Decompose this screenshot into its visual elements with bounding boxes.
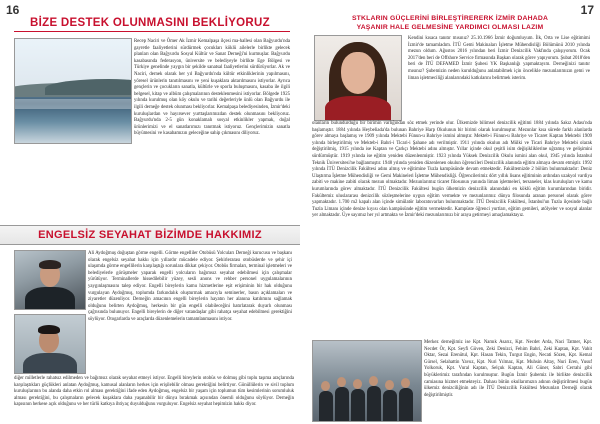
right-page bbox=[300, 0, 600, 424]
section-title: ENGELSİZ SEYAHAT BİZİMDE HAKKIMIZ bbox=[0, 225, 300, 245]
group-photo bbox=[312, 340, 422, 422]
article-body-continued: Merkez derneğimiz ise Kpt. Namık Asarız, Kpt. Necdet Arda, Naci Tatmer, Kpt. Necdet Ör, Kpt. Seyfi Güven, Zeki Denizci, Fehim Bahri, Zeki Kaptan, Kpt. Vahit Oktar, Sezai Erenütul, Kpt. Hasan Tekin, Turgut Engin, Necati Sözen, Kpt. Kemal Gürsel, Selahattin Yavuz, Kpt. Nuri Yılmaz, Kpt. Muhsin Altay, Nuri Eren, Yusuf Yolkoruk, Kpt. Vural Kaptan, Selçuk Kaptan, Ali Güner, Sabri Cerrahi gibi büyüklerimiz tarafından kurulmuştur. Bugün İzmir Şubemiz ile birlikte denizcilik camiasına hizmet etmekteyiz. Dahası bütün okullarımızın adının değiştirilmesi bugün ülkemiz denizciliğinin adı ile İTÜ Denizcilik Fakültesi Mezunları Derneği olarak değiştirilmiştir. bbox=[424, 340, 592, 398]
article-title: BİZE DESTEK OLUNMASINI BEKLİYORUZ bbox=[30, 17, 270, 29]
article-body: Recep Naciri ve Ömer Ak İzmir Kemalpaşa ilçesi ma-hallesi olan Bağyurdu'nda gayretle faaliyetlerini sürdürmek çocukları köklü ailelerle birlikte gelecek planları olan Bağyurdu Sosyal Kültür ve Sanat Derneği'ni kurmuşlar. Bağyurdu kasabasında federasyon, üniversite ve belediyeyle birlikte Ege Bölgesi ve Türkiye genelinde yaygın bir şekilde sanatsal faaliyetlerini sürdürüyorlar. Ak ve Naciri, dernek olarak her yıl Bağyurdu'nda kültür etkinliklerinin yapılmasını, yöresel ürünlerin tanıtılmasını ve yeni kuşaklara aktarılmasını istiyorlar. Ayrıca gençlerin ve çocukların sanatla, kültürle ve sporla buluşmasını, kasaba ile ilgili belgesel, kitap ve albüm çalışmalarının desteklenmesini istiyorlar. Bölgede 1925 yılında kurulmuş olan köy okulu ve tarihi değerleriyle ünlü olan Bağyurdu ile ilgili derneğe destek olunması bekliyorlar. Kemalpaşa belediyesinden, İzmir'deki kuruluşlardan ve hayırsever yurttaşlarımızdan destek olunmasını bekliyoruz. Bağyurdu'nda 2-5 gün konaklamalı sosyal etkinlikler yapmak, doğal ürünlerimizi ve el sanatlarımızı tanıtmak istiyoruz. Gençlerimizin sanatla büyümesini ve kasabamızın geleceğine sahip çıkmasını diliyoruz. bbox=[134, 39, 290, 137]
section-body-continued: diğer milletlerle rahatsız edilmeden ve bağımsız olarak seyahat etmeyi istiyor. Engelli bireylerin otobüs ve dolmuş gibi toplu taşıma araçlarında karşılaştıkları güçlükleri anlatan Aydoğmuş, kamusal alanların herkes için erişilebilir olması gerektiğini belirtiyor. Gönüllülerin ve sivil toplum kuruluşlarının bu alanda daha etkin rol alması gerektiğini ifade eden Aydoğmuş, engelsiz bir yaşam için toplumun tüm kesimlerinin sorumluluk alması gerektiğini, bu çalışmaların gelecek kuşaklara daha yaşanabilir bir dünya bırakmak açısından önemli olduğunu söylüyor. Derneğin kapısının herkese açık olduğunu ve her türlü katkıya ihtiyaç duyulduğunu vurguluyor. Engelsiz seyahat hepimizin hakkı diyor. bbox=[14, 376, 294, 408]
portrait-photo bbox=[14, 314, 86, 374]
title-divider bbox=[14, 31, 290, 32]
title-line: YAŞANIR HALE GELMESİNE YARDIMCI OLMASI LAZIM bbox=[356, 23, 544, 31]
article-body: olanların bulundurduğu bir birimin varlığından söz etmek yerinde olur. Ülkemizde bilimsel denizcilik eğitimi 1884 yılında Sakız Adası'nda başlamıştır. 1884 yılında Heybeliada'da bulunan Bahriye Harp Okulunun bir birimi olarak kurulmuştur. Mezunlar kısa sürede farklı alanlarda görev almaya başlamış ve 1909 yılında Mektebi Fünun-u Bahriye ismini almıştır. Mekteb-i Fünun-u Bahriye ve Ticaret Kaptan Mektebi 1909 yılında birleştirilmiş ve Mekteb-i Bahri-i Ticari-i Şahane adı verilmiştir. 1911 yılında okulun adı Mülki ve Ticari Bahriye Mektebi olarak değiştirilmiş, 1915 yılında ise Kaptan ve Çarkçı Mektebi adını almıştır. Yıllar içinde okul çeşitli isim değişikliklerine uğramış ve gelişimini sürdürmüştür. 1919 yılında ise eğitim yeniden düzenlenmiştir. 1923 yılında Yüksek Denizcilik Okulu ismini alan okul, 1945 yılında İstanbul Teknik Üniversitesi'ne bağlanmıştır. 1948 yılında yeniden düzenlenen okulun öğrencileri Denizcilik alanında eğitim almaya devam etmiştir. 1992 yılında İTÜ Denizcilik Fakültesi adını almış ve eğitimine Tuzla kampüsünde devam etmektedir. Fakültemizde 2 bölüm bulunmaktadır: Deniz Ulaştırma İşletme Mühendisliği ve Gemi Makineleri İşletme Mühendisliği. Öğrencilerimiz dört yıllık lisans eğitiminin ardından uzakyol vardiya zabiti ve makine zabiti olarak mezun olmaktadır. Mezunlarımız ticaret filosunun yanında liman işletmeleri, tersaneler, klas kuruluşları ve kamu kurumlarında görev almaktadır. İTÜ Denizcilik Fakültesi bugün ülkemizin denizcilik alanındaki en köklü eğitim kurumlarından biridir. Fakültemiz uluslararası denizcilik sözleşmelerine uygun eğitim vermekte ve mezunlarımız dünya filosunda aranan personel olarak görev yapmaktadır. 1.700 m2 kapalı alan içinde simülatör laboratuvarları bulunmaktadır. İTÜ Denizcilik Fakültesi, İstanbul'un Tuzla ilçesinde bağlı Tuzla Limanı içinde denize kıyısı olan kampüsünde eğitim vermektedir. Kampüste öğrenci yurtları, eğitim gemileri, atölyeler ve sosyal alanlar yer almaktadır. Üye sayımız her yıl artmakta ve İzmir'deki mezunlarımızı bir araya getirmeyi amaçlamaktayız. bbox=[312, 121, 592, 219]
portrait-photo bbox=[314, 35, 402, 121]
portrait-photo bbox=[14, 250, 86, 310]
title-line: STKLARIN GÜÇLERİNİ BİRLEŞTİRERERK İZMİR DAHADA bbox=[351, 15, 549, 22]
lake-photo bbox=[14, 38, 132, 144]
page-number: 17 bbox=[580, 3, 594, 17]
article-title bbox=[300, 15, 600, 32]
page-number: 16 bbox=[6, 3, 20, 17]
interview-intro: Kendini kısaca tanıtır mısınız? 25.10.1966 İzmir doğumluyum. İlk, Orta ve Lise eğitimimi İzmir'de tamamladım. İTÜ Gemi Makinaları İşletme Mühendisliği Bölümünü 2010 yılında mezun oldum. Ağustos 2016 yılından beri İzmir Denizcilik Vakfında çalışıyorum. Ocak 2017'den beri de Offshore Service firmasında Başkan olarak görev yapıyorum. Şubat 2018'den beri de İTÜ DEFAMED İzmir Şubesi YK Başkanlığı yapmaktayım. Derneğinizi tanıtır mısınız? Şubemizin neden kurulduğunu anlatabilmek için öncelikle mezunlarımızın gemi ve liman işletmeciliği alanlarındaki katkılarını belirtmek isterim. bbox=[408, 36, 590, 81]
section-body: Ali Aydoğmuş doğuştan görme engelli. Görme engelliler Otobüsü Yolcuları Derneği kurucusu ve başkanı olarak engelsiz seyahat hakkı için yıllardır mücadele ediyor. Şehirlerarası otobüslerde ve şehir içi ulaşımda görme engellilerin karşılaştığı sorunlara dikkat çekiyor. Otobüs firmaları, terminal işletmeleri ve belediyelerle görüşmeler yaparak engelli yolcuların bağımsız seyahat edebilmesi için çalışmalar yürütüyor. Terminallerde hissedilebilir yüzey, sesli anons ve rehber personel uygulamalarının yaygınlaşmasını talep ediyor. Engelli bireylerin kamu hizmetlerine eşit erişiminin bir hak olduğunu vurgulayan Aydoğmuş, toplumda farkındalık oluşturmak amacıyla seminerler, basın açıklamaları ve ziyaretler düzenliyor. Derneğin amacının engelli bireylerin hayatın her alanına katılımını sağlamak olduğunu belirten Aydoğmuş, herkesin bir gün engelli olabileceğini hatırlatarak duyarlı olunması çağrısında bulunuyor. Engelli bireylerin de diğer vatandaşlar gibi rahatça seyahat edebilmesi gerektiğini söylüyor. Otogarlarda ve araçlarda düzenlemelerin tamamlanmasını istiyor. bbox=[88, 251, 292, 322]
